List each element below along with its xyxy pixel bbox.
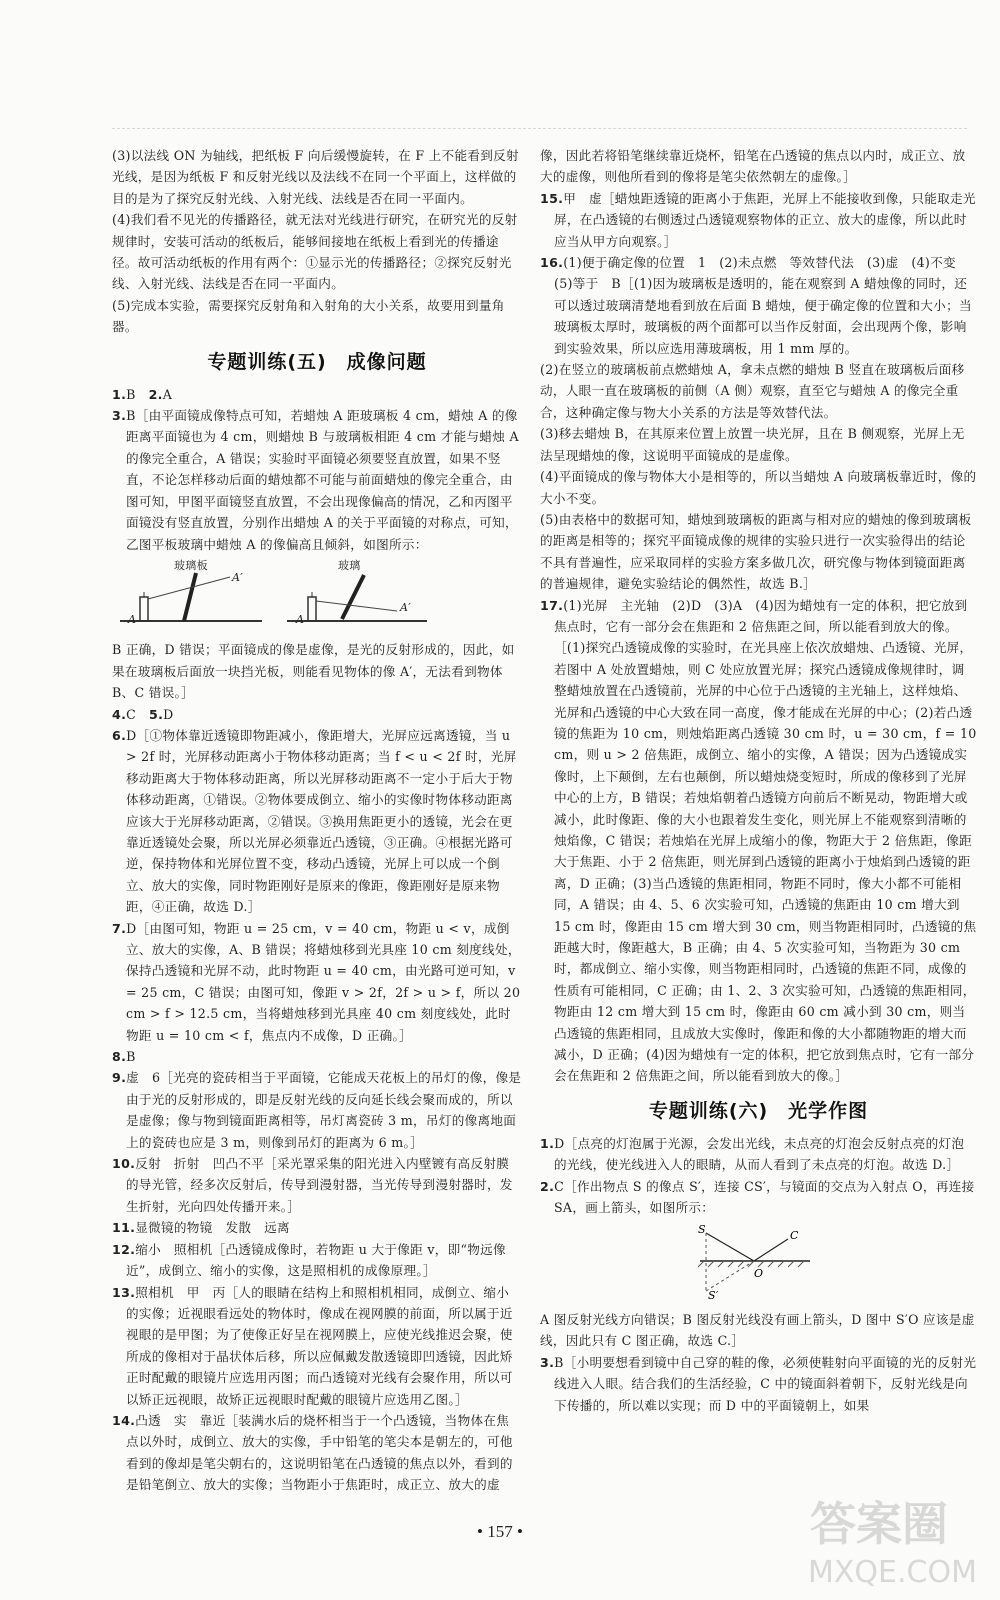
answer-choice: D	[163, 706, 174, 722]
answer-entry	[112, 725, 522, 918]
question-number: 9.	[112, 1070, 127, 1086]
c-label: C	[790, 1228, 799, 1242]
page-number: • 157 •	[477, 1522, 523, 1541]
answer-entry	[112, 145, 522, 209]
question-number: 15.	[540, 190, 564, 206]
answer-choice: D	[126, 920, 137, 936]
answer-choice: B	[126, 408, 136, 424]
answer-choice: B	[554, 1354, 564, 1370]
question-number: 2.	[148, 386, 163, 402]
answer-choice: C	[554, 1178, 565, 1194]
question-number: 13.	[112, 1284, 136, 1300]
question-number: 5.	[149, 706, 164, 722]
question-number: 4.	[112, 706, 127, 722]
question-number: 12.	[112, 1241, 136, 1257]
answer-choice: (1)光屏 主光轴 (2)D (3)A (4)因为蜡烛有一定的体积，把它放到焦点时，它有一部分会在焦距和 2 倍焦距之间，所以能看到放大的像。	[554, 597, 968, 634]
explanation-text: ［光亮的瓷砖相当于平面镜，它能成天花板上的吊灯的像，像是由于光的反射形成的，即是反射光线的反向延长线会聚而成的，所以是虚像；像与物到镜面距离相等，吊灯离瓷砖 3 m，吊灯的像离地面上的瓷砖也应是 3 m，则像到吊灯的距离为 6 m。］	[126, 1070, 522, 1150]
question-number: 3.	[540, 1354, 555, 1370]
explanation-text: ［(1)因为玻璃板是透明的，能在观察到 A 蜡烛像的同时，还可以透过玻璃清楚地看到放在后面 B 蜡烛，便于确定像的位置和大小；当玻璃板太厚时，玻璃板的两个面都可以当作反射面，会出现两个像，影响到实验效果，所以应选用薄玻璃板，用 1 mm 厚的。	[554, 276, 972, 356]
explanation-text: ［点亮的灯泡属于光源，会发出光线，未点亮的灯泡会反射点亮的灯泡的光线，使光线进入人的眼睛，从而人看到了未点亮的灯泡。故选 D.］	[554, 1135, 965, 1173]
answer-entry	[112, 1067, 522, 1153]
watermark-logo	[800, 1482, 990, 1592]
explanation-text: ［作出物点 S 的像点 S′，连接 CS′，与镜面的交点为入射点 O，再连接 SA，画上箭头，如图所示：	[554, 1178, 975, 1216]
question-number: 2.	[540, 1178, 555, 1194]
explanation-text: ［由图可知，物距 u = 25 cm，v = 40 cm，物距 u < v，成倒立、放大的实像，A、B 错误；将蜡烛移到光具座 10 cm 刻度线处，保持凸透镜和光屏不动，此时物距 u = 40 cm，由光路可逆可知，v = 25 cm，C 错误；由图可知，像距 v > 2f，2f > u > f，所以 20 cm > f > 12.5 cm，当将蜡烛移到光具座 40 cm 刻度线处，此时物距 u = 10 cm < f，焦点内不成像，D 正确。］	[126, 920, 521, 1043]
answer-choice: A	[162, 386, 173, 402]
explanation-text: (3)以法线 ON 为轴线，把纸板 F 向后缓慢旋转，在 F 上不能看到反射光线，是因为纸板 F 和反射光线以及法线不在同一个平面上，这样做的目的是为了探究反射光线、入射光线、法线是否在同一平面内。	[112, 148, 519, 206]
glass-plate-label: 玻璃板	[174, 558, 208, 572]
explanation-text: ［(1)探究凸透镜成像的实验时，在光具座上依次放蜡烛、凸透镜、光屏，若图中 A 处放置蜡烛，则 C 处应放置光屏；探究凸透镜成像规律时，调整蜡烛放置在凸透镜前，光屏的中心位于凸透镜的主光轴上，这样烛焰、光屏和凸透镜的中心大致在同一高度，像才能成在光屏的中心；(2)若凸透镜的焦距为 10 cm，则烛焰距离凸透镜 30 cm 时，u = 30 cm，f = 10 cm，则 u > 2 倍焦距，成倒立、缩小的实像，A 错误；因为凸透镜成实像时，上下颠倒，左右也颠倒，所以蜡烛烧变短时，所成的像移到了光屏中心的上方，B 错误；若烛焰朝着凸透镜方向前后不断晃动，物距增大或减小，此时像距、像的大小也跟着发生变化，则光屏上不能观察到清晰的烛焰像，C 错误；若烛焰在光屏上成缩小的像，物距大于 2 倍焦距，像距大于焦距、小于 2 倍焦距，则光屏到凸透镜的距离小于烛焰到凸透镜的距离，D 正确；(3)当凸透镜的焦距相同，物距不同时，像大小都不可能相同，A 错误；由 4、5、6 次实验可知，凸透镜的焦距由 10 cm 增大到 15 cm 时，像距由 15 cm 增大到 30 cm，则当物距相同时，凸透镜的焦距越大时，像距越大，B 正确；由 4、5 次实验可知，当物距为 30 cm 时，都成倒立、缩小实像，则当物距相同时，凸透镜的焦距不同，成像的性质有可能相同，C 正确；由 1、2、3 次实验可知，凸透镜的焦距相同，物距由 12 cm 增大到 15 cm 时，像距由 60 cm 减小到 30 cm，则当凸透镜的焦距相同，且成放大实像时，像距和像的大小都随物距的增大而减小，D 正确；(4)因为蜡烛有一定的体积，把它放到焦点时，它有一部分会在焦距和 2 倍焦距之间，所以能看到放大的像。］	[554, 640, 977, 1084]
explanation-text: 像，因此若将铅笔继续靠近烧杯，铅笔在凸透镜的焦点以内时，成正立、放大的虚像，则他所看到的像将是笔尖依然朝左的虚像。］	[540, 148, 966, 185]
o-label: O	[754, 1266, 764, 1280]
answer-entry	[540, 423, 977, 466]
answer-choice: B	[126, 386, 149, 402]
answer-entry	[540, 1352, 977, 1416]
answer-choice: 虚 6	[126, 1070, 161, 1086]
answer-choice: 显微镜的物镜 发散 远离	[135, 1220, 290, 1236]
explanation-text: (2)在竖立的玻璃板前点燃蜡烛 A，拿未点燃的蜡烛 B 竖直在玻璃板后面移动，人眼一直在玻璃板的前侧（A 侧）观察，直至它与蜡烛 A 的像完全重合，这种确定像与物大小关系的方法是等效替代法。	[540, 362, 965, 420]
answer-entry	[112, 918, 522, 1046]
explanation-text: ［人的眼睛在结构上和照相机相同，成倒立、缩小的实像；近视眼看远处的物体时，像成在视网膜的前面，所以属于近视眼的是甲图；为了使像正好呈在视网膜上，应使光线推迟会聚，使所成的像相对于晶状体后移，所以应佩戴发散透镜即凹透镜，因此矫正时配戴的眼镜片应选用丙图；而凸透镜对光线有会聚作用，所以可以矫正远视眼，故矫正远视眼时配戴的眼镜片应选用乙图。］	[126, 1284, 513, 1407]
right-column	[540, 145, 977, 1416]
section-6-answers-a	[540, 1133, 977, 1219]
answer-entry	[112, 1046, 522, 1067]
explanation-text: ［小明要想看到镜中自己穿的鞋的像，必须使鞋射向平面镜的光的反射光线进入人眼。结合我们的生活经验，C 中的镜面斜着朝下，反射光线是向下传播的，所以难以实现；而 D 中的平面镜朝上，如果	[554, 1354, 977, 1413]
explanation-text: ［蜡烛距透镜的距离小于焦距，光屏上不能接收到像，只能取走光屏，在凸透镜的右侧透过凸透镜观察物体的正立、放大的虚像，所以此时应当从甲方向观察。］	[554, 190, 976, 249]
answer-entry	[540, 1309, 977, 1352]
answer-choice: D	[554, 1135, 565, 1151]
explanation-text: ［①物体靠近透镜即物距减小，像距增大，光屏应远离透镜，当 u > 2f 时，光屏移动距离小于物体移动距离；当 f < u < 2f 时，光屏移动距离大于物体移动距离，所以光屏移动距离不一定小于后大于物体移动距离，①错误。②物体要成倒立、缩小的实像时物体移动距离应该大于光屏移动距离，②错误。③换用焦距更小的透镜，光会在更靠近透镜处会聚，所以光屏必须靠近凸透镜，③正确。④根据光路可逆，保持物体和光屏位置不变，移动凸透镜，光屏上可以成一个倒立、放大的实像，同时物距刚好是原来的像距，像距刚好是原来物距，④正确，故选 D.］	[126, 727, 517, 915]
glass-plate-figure	[112, 559, 522, 637]
s-prime-label: S′	[708, 1288, 719, 1301]
answer-choice: C	[126, 706, 149, 722]
left-intro-entries	[112, 145, 522, 338]
explanation-text: (5)完成本实验，需要探究反射角和入射角的大小关系，故要用到量角器。	[112, 297, 505, 335]
section-title-5: 专题训练(五) 成像问题	[207, 350, 427, 373]
answer-choice: 照相机 甲 丙	[135, 1284, 226, 1300]
question-number: 6.	[112, 727, 127, 743]
svg-text:答案圈: 答案圈	[810, 1497, 948, 1551]
explanation-text: B 正确，D 错误；平面镜成的像是虚像，是光的反射形成的，因此，如果在玻璃板后面放一块挡光板，则能看见物体的像 A′，无法看到物体 B、C 错误。］	[112, 642, 515, 701]
answer-entry	[540, 595, 977, 1087]
section-title-6: 专题训练(六) 光学作图	[648, 1099, 869, 1122]
answer-entry	[112, 639, 522, 703]
explanation-text: ［采光罩采集的阳光进入内壁镀有高反射膜的导光管，经多次反射后，传导到漫射器，当光传导到漫射器时，发生折射，光向四处传播开来。］	[126, 1156, 513, 1214]
answer-entry	[112, 209, 522, 295]
explanation-text: (5)由表格中的数据可知，蜡烛到玻璃板的距离与相对应的蜡烛的像到玻璃板的距离是相等的；探究平面镜成像的规律的实验只进行一次实验得出的结论不具有普遍性，应采取同样的实验方案多做几次，研究像与物体到镜面距离的普遍规律，避免实验结论的偶然性，故选 B.］	[540, 511, 972, 592]
answer-entry	[112, 1153, 522, 1217]
section-5-answers-a	[112, 384, 522, 555]
answer-entry	[540, 1133, 977, 1176]
answer-entry	[540, 188, 977, 252]
question-number: 17.	[540, 597, 564, 613]
answer-choice: (1)便于确定像的位置 1 (2)未点燃 等效替代法 (3)虚 (4)不变 (5)等于 B	[554, 255, 969, 292]
explanation-text: (4)我们看不见光的传播路径，就无法对光线进行研究，在研究光的反射规律时，安装可活动的纸板后，能够间接地在纸板上看到光的传播途径。故可活动纸板的作用有两个：①显示光的传播路径；②探究反射光线、入射光线、法线是否在同一平面内。	[112, 212, 518, 292]
a-prime-label-2: A′	[400, 600, 412, 614]
explanation-text: (4)平面镜成的像与物体大小是相等的，所以当蜡烛 A 向玻璃板靠近时，像的大小不变。	[540, 469, 977, 506]
s-label: S	[698, 1222, 706, 1236]
answer-choice: 凸透 实 靠近	[135, 1412, 226, 1428]
answer-choice: 缩小 照相机	[135, 1241, 213, 1257]
answer-entry	[112, 405, 522, 555]
explanation-text: ［装满水后的烧杯相当于一个凸透镜，当物体在焦点以外时，成倒立、放大的实像，手中铅笔的笔尖本是朝左的，可他看到的像却是笔尖朝右的，这说明铅笔在凸透镜的焦点以外，看到的是铅笔倒立、放大的实像；当物距小于焦距时，成正立、放大的虚	[126, 1412, 513, 1493]
question-number: 10.	[112, 1156, 136, 1172]
explanation-text: ［凸透镜成像时，若物距 u 大于像距 v，即“物远像近”，成倒立、缩小的实像，这是照相机的成像原理。］	[126, 1241, 506, 1279]
answer-entry	[540, 252, 977, 359]
answer-entry	[112, 1410, 522, 1496]
answer-entry	[540, 466, 977, 509]
answer-choice: 甲 虚	[563, 190, 602, 206]
top-rule	[112, 128, 967, 129]
question-number: 11.	[112, 1220, 136, 1236]
right-answers-a	[540, 145, 977, 1087]
answer-entry	[540, 1176, 977, 1219]
answer-choice: B	[126, 1049, 136, 1065]
question-number: 3.	[112, 408, 127, 424]
answer-entry	[112, 295, 522, 338]
section-6-answers-b	[540, 1309, 977, 1416]
question-number: 16.	[540, 255, 564, 271]
answer-entry	[540, 509, 977, 595]
answer-entry	[112, 1282, 522, 1410]
explanation-text: ［由平面镜成像特点可知，若蜡烛 A 距玻璃板 4 cm，蜡烛 A 的像距离平面镜也为 4 cm，则蜡烛 B 与玻璃板相距 4 cm 才能与蜡烛 A 的像完全重合，A 错误；实验时平面镜必须要竖直放置，如果不竖直，不论怎样移动后面的蜡烛都不可能与前面蜡烛的像完全重合，由图可知，甲图平面镜竖直放置，不会出现像偏高的情况，乙和丙图平面镜没有竖直放置，分别作出蜡烛 A 的关于平面镜的对称点，可知，乙图平板玻璃中蜡烛 A 的像偏高且倾斜，如图所示：	[126, 408, 519, 552]
answer-choice: 反射 折射 凹凸不平	[135, 1156, 265, 1172]
a-label-2: A	[296, 612, 305, 626]
svg-text:MXQE.COM: MXQE.COM	[808, 1555, 977, 1590]
answer-entry	[112, 384, 522, 405]
glass-label: 玻璃	[338, 558, 361, 572]
left-column	[112, 145, 522, 1496]
answer-entry	[540, 359, 977, 423]
question-number: 1.	[112, 386, 127, 402]
a-label-1: A	[128, 612, 137, 626]
question-number: 7.	[112, 920, 127, 936]
question-number: 1.	[540, 1135, 555, 1151]
answer-entry	[112, 1217, 522, 1238]
explanation-text: (3)移去蜡烛 B，在其原来位置上放置一块光屏，且在 B 侧观察，光屏上无法呈现蜡烛的像，这说明平面镜成的是虚像。	[540, 426, 965, 463]
explanation-text: A 图反射光线方向错误；B 图反射光线没有画上箭头，D 图中 S′O 应该是虚线，因此只有 C 图正确，故选 C.］	[540, 1311, 975, 1349]
mirror-figure	[540, 1223, 977, 1307]
section-5-answers-b	[112, 639, 522, 1495]
a-prime-label-1: A′	[232, 570, 244, 584]
answer-choice: D	[126, 727, 137, 743]
answer-entry	[540, 145, 977, 188]
answer-entry	[112, 704, 522, 725]
question-number: 8.	[112, 1049, 127, 1065]
question-number: 14.	[112, 1412, 136, 1428]
answer-entry	[112, 1239, 522, 1282]
